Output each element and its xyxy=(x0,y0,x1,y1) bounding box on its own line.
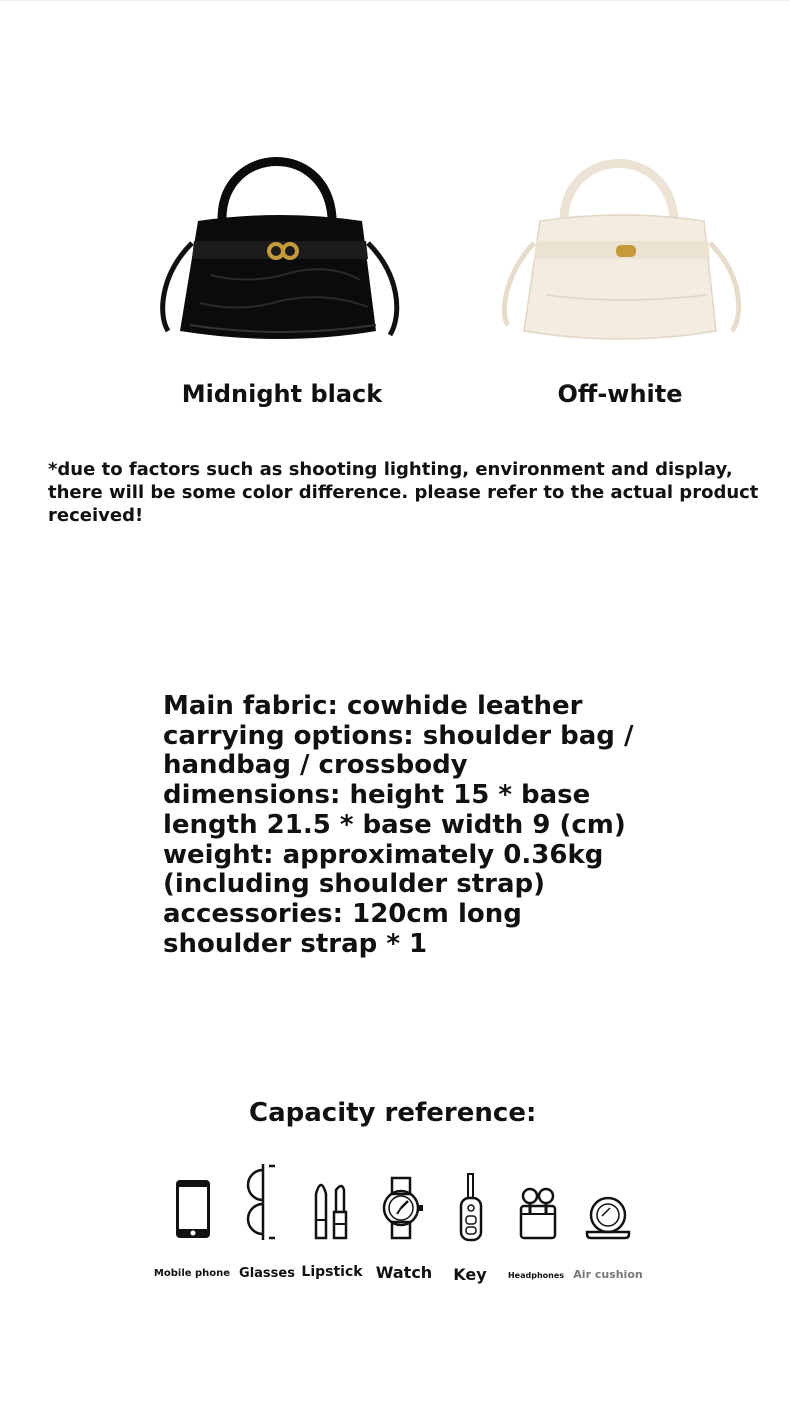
color-label-off-white: Off-white xyxy=(557,380,683,408)
bag-image-off-white xyxy=(492,135,752,355)
capacity-label-key: Key xyxy=(453,1265,487,1284)
capacity-label-lipstick: Lipstick xyxy=(301,1264,363,1280)
glasses-icon xyxy=(245,1160,281,1245)
capacity-label-headphones: Headphones xyxy=(507,1271,565,1280)
headphones-icon xyxy=(518,1160,558,1245)
lipstick-icon xyxy=(312,1160,350,1245)
capacity-label-mobile-phone: Mobile phone xyxy=(153,1268,231,1279)
watch-icon xyxy=(380,1160,426,1245)
air-cushion-icon xyxy=(585,1160,631,1245)
color-label-midnight-black: Midnight black xyxy=(181,380,383,408)
product-specs: Main fabric: cowhide leather carrying options: shoulder bag / handbag / crossbody dimensions: height 15 * base length 21.5 * base width 9 (cm) weight: approximately 0.36kg (including shoulder strap) accessories: 120cm long shoulder strap * 1 xyxy=(163,691,634,959)
color-disclaimer: *due to factors such as shooting lighting, environment and display, there will be some color difference. please refer to the actual product received! xyxy=(48,459,759,526)
top-divider xyxy=(0,0,790,1)
capacity-label-air-cushion: Air cushion xyxy=(573,1268,643,1281)
capacity-label-glasses: Glasses xyxy=(239,1266,295,1281)
mobile-phone-icon xyxy=(172,1160,214,1245)
capacity-label-watch: Watch xyxy=(375,1263,433,1282)
key-icon xyxy=(457,1160,485,1245)
capacity-title: Capacity reference: xyxy=(249,1098,537,1128)
bag-image-midnight-black xyxy=(150,135,410,355)
